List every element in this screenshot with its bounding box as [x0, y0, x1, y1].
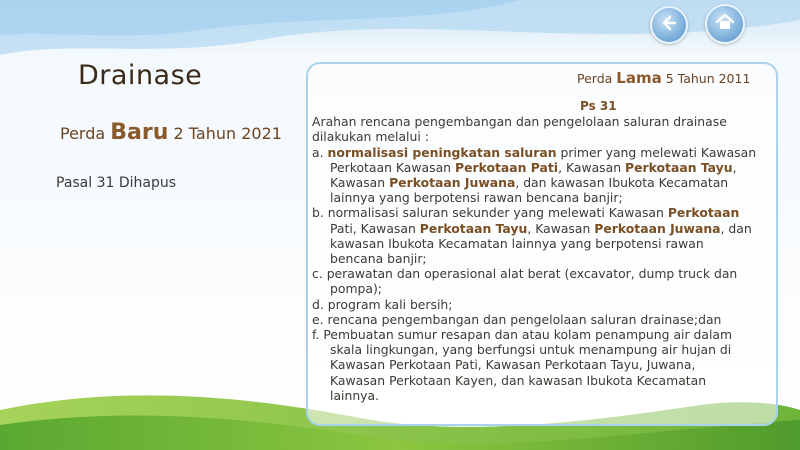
item-f-line3: Kawasan Perkotaan Pati, Kawasan Perkotaan Tayu, Juwana, [330, 357, 696, 373]
item-b-l2-bold2: Perkotaan Juwana [594, 220, 721, 236]
article-intro-line1: Arahan rencana pengembangan dan pengelolaan saluran drainase [312, 114, 727, 130]
item-b-line3: kawasan Ibukota Kecamatan lainnya yang berpotensi rawan [330, 235, 704, 251]
home-button[interactable] [705, 4, 745, 44]
item-a-marker: a. [312, 144, 324, 160]
item-a-l2-text3: , [732, 159, 737, 175]
item-b-text: b. normalisasi saluran sekunder yang melewati Kawasan [312, 205, 664, 221]
item-d: d. program kali bersih; [312, 296, 453, 312]
new-regulation-label [60, 120, 282, 145]
old-regulation-highlight: Lama [616, 69, 662, 87]
item-f-line1: f. Pembuatan sumur resapan dan atau kolam penampung air dalam [312, 327, 733, 343]
item-c-line1: c. perawatan dan operasional alat berat (excavator, dump truck dan [312, 266, 738, 282]
slide-title: Drainase [78, 60, 203, 91]
deleted-article-note: Pasal 31 Dihapus [56, 175, 177, 191]
item-b-bold: Perkotaan [667, 205, 740, 221]
new-regulation-prefix: Perda [60, 124, 106, 143]
item-b-line2 [312, 221, 782, 236]
item-b-l2-bold: Perkotaan Tayu [419, 220, 528, 236]
item-a-l3-bold: Perkotaan Juwana [389, 175, 516, 191]
old-regulation-label [577, 69, 750, 87]
item-a-l2-text1: Perkotaan Kawasan [330, 159, 452, 175]
old-regulation-prefix: Perda [577, 71, 613, 86]
item-f-line5: lainnya. [330, 387, 380, 403]
home-icon [715, 12, 735, 36]
item-a-line4: lainnya yang berpotensi rawan bencana banjir; [330, 190, 623, 206]
item-f-line2: skala lingkungan, yang berfungsi untuk menampung air hujan di [330, 342, 732, 358]
item-a-line1 [312, 145, 782, 160]
item-a-l2-text2: , Kawasan [558, 159, 622, 175]
item-a-l2-bold2: Perkotaan Tayu [625, 159, 733, 175]
item-b-line1 [312, 205, 782, 220]
item-a-l3-text1: Kawasan [330, 175, 386, 191]
item-b-l2-text1: Pati, Kawasan [330, 220, 416, 236]
article-text [312, 99, 782, 403]
item-b-line4: bencana banjir; [330, 251, 427, 267]
item-a-line3 [312, 175, 782, 190]
item-c-line2: pompa); [330, 281, 382, 297]
article-intro-line2: dilakukan melalui : [312, 129, 429, 145]
new-regulation-highlight: Baru [110, 120, 169, 145]
item-a-bold: normalisasi peningkatan saluran [327, 144, 557, 160]
back-button[interactable] [650, 6, 688, 44]
item-a-line2 [312, 160, 782, 175]
item-f-line4: Kawasan Perkotaan Kayen, dan kawasan Ibukota Kecamatan [330, 372, 707, 388]
back-arrow-icon [660, 14, 678, 36]
new-regulation-number: 2 Tahun 2021 [173, 124, 282, 143]
old-regulation-number: 5 Tahun 2011 [665, 71, 751, 86]
item-e: e. rencana pengembangan dan pengelolaan saluran drainase;dan [312, 311, 722, 327]
item-a-text: primer yang melewati Kawasan [560, 144, 757, 160]
item-b-l2-text2: , Kawasan [527, 220, 591, 236]
item-a-l3-text2: , dan kawasan Ibukota Kecamatan [515, 175, 729, 191]
article-heading: Ps 31 [580, 99, 617, 113]
item-a-l2-bold: Perkotaan Pati [454, 159, 559, 175]
item-b-l2-text3: , dan [720, 220, 752, 236]
